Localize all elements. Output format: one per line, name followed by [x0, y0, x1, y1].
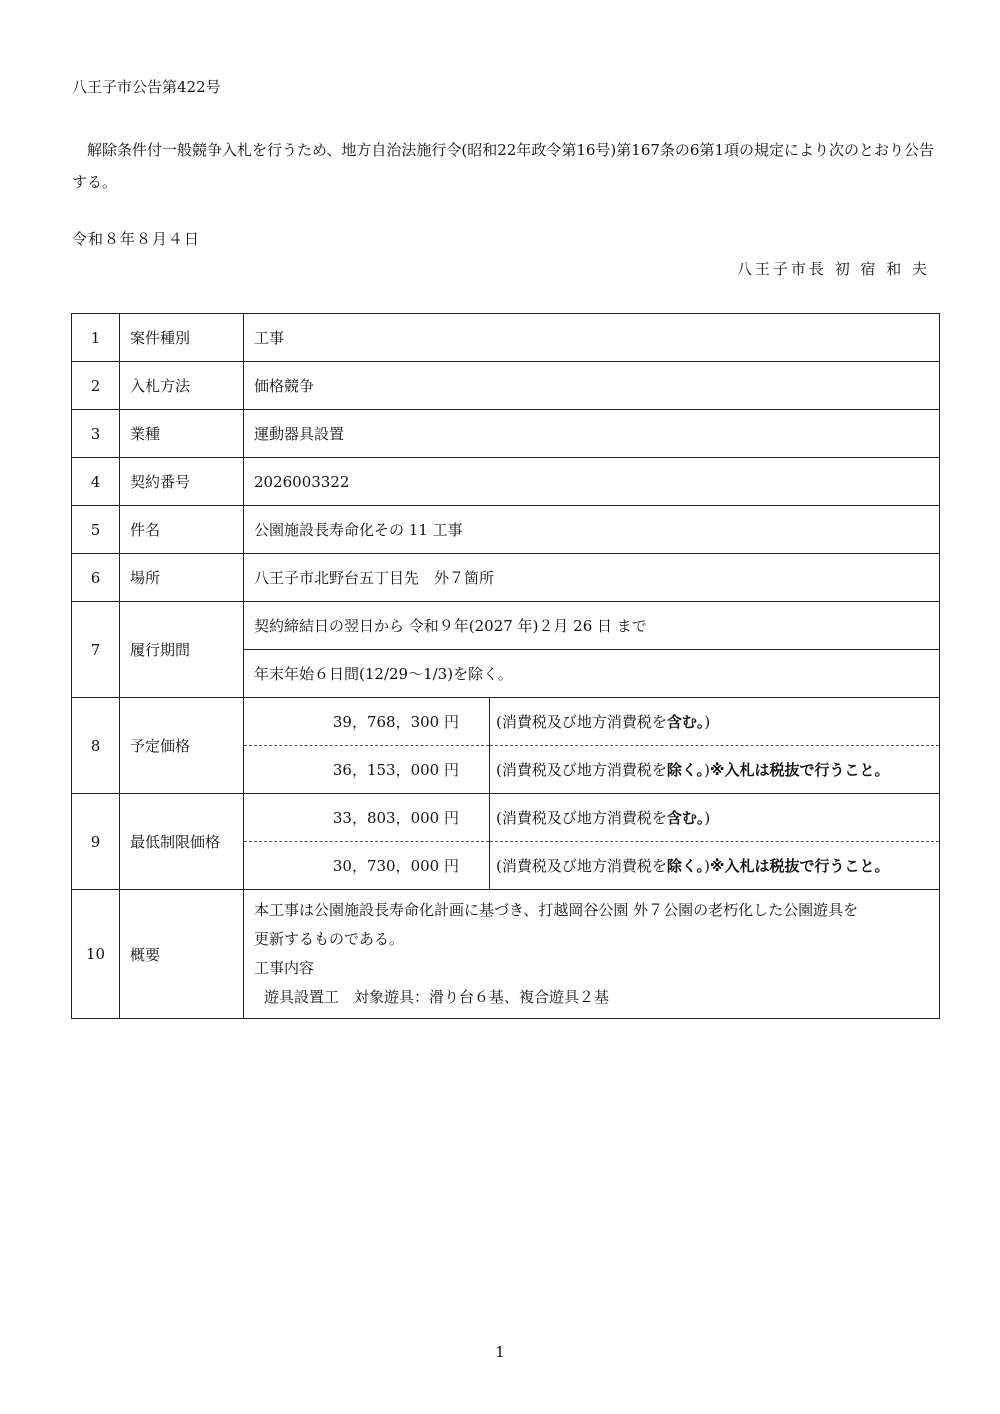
- row-label: 場所: [120, 554, 244, 602]
- row-number: 4: [72, 458, 120, 506]
- row-number: 9: [72, 794, 120, 890]
- table-row: [72, 890, 940, 1019]
- table-row: [72, 458, 940, 506]
- row-label: 最低制限価格: [120, 794, 244, 890]
- page-number: 1: [495, 1343, 505, 1361]
- row-number: 10: [72, 890, 120, 1019]
- table-row: [72, 410, 940, 458]
- table-row: [72, 314, 940, 362]
- table-row: [72, 794, 940, 842]
- table-row: [72, 698, 940, 746]
- notice-table: [71, 313, 940, 1019]
- row-label: 予定価格: [120, 698, 244, 794]
- row-value: 工事: [244, 314, 940, 362]
- period-exclusion: 年末年始６日間(12/29～1/3)を除く。: [244, 650, 940, 698]
- tax-note-incl: (消費税及び地方消費税を含む。): [490, 698, 940, 746]
- row-value: 八王子市北野台五丁目先 外７箇所: [244, 554, 940, 602]
- row-value: 価格競争: [244, 362, 940, 410]
- row-label: 入札方法: [120, 362, 244, 410]
- tax-note-excl: (消費税及び地方消費税を除く。)※入札は税抜で行うこと。: [490, 842, 940, 890]
- price-excl-tax: 30，730，000 円: [244, 842, 490, 890]
- row-label: 件名: [120, 506, 244, 554]
- row-label: 案件種別: [120, 314, 244, 362]
- row-value: 2026003322: [244, 458, 940, 506]
- table-row: [72, 362, 940, 410]
- notice-date: 令和８年８月４日: [72, 230, 201, 248]
- overview-text: [244, 890, 940, 1019]
- row-number: 2: [72, 362, 120, 410]
- tax-note-incl: (消費税及び地方消費税を含む。): [490, 794, 940, 842]
- row-label: 業種: [120, 410, 244, 458]
- row-number: 1: [72, 314, 120, 362]
- row-number: 3: [72, 410, 120, 458]
- row-label: 概要: [120, 890, 244, 1019]
- period-line: 契約締結日の翌日から 令和９年(2027 年)２月 26 日 まで: [244, 602, 940, 650]
- price-incl-tax: 39，768，300 円: [244, 698, 490, 746]
- row-label: 履行期間: [120, 602, 244, 698]
- price-incl-tax: 33，803，000 円: [244, 794, 490, 842]
- notice-number: 八王子市公告第422号: [72, 78, 221, 96]
- mayor-signature: 八王子市長 初 宿 和 夫: [736, 260, 930, 278]
- row-number: 8: [72, 698, 120, 794]
- row-number: 5: [72, 506, 120, 554]
- row-value: 公園施設長寿命化その 11 工事: [244, 506, 940, 554]
- row-number: 6: [72, 554, 120, 602]
- price-excl-tax: 36，153，000 円: [244, 746, 490, 794]
- table-row: [72, 602, 940, 650]
- table-row: [72, 554, 940, 602]
- row-label: 契約番号: [120, 458, 244, 506]
- row-number: 7: [72, 602, 120, 698]
- table-row: [72, 506, 940, 554]
- overview-line: 遊具設置工 対象遊具：滑り台６基、複合遊具２基: [264, 988, 610, 1006]
- tax-note-excl: (消費税及び地方消費税を除く。)※入札は税抜で行うこと。: [490, 746, 940, 794]
- overview-line: 本工事は公園施設長寿命化計画に基づき、打越岡谷公園 外７公園の老朽化した公園遊具を: [254, 901, 859, 919]
- row-value: 運動器具設置: [244, 410, 940, 458]
- intro-paragraph: 解除条件付一般競争入札を行うため、地方自治法施行令(昭和22年政令第16号)第167条の6第1項の規定により次のとおり公告する。: [72, 141, 935, 191]
- overview-line: 工事内容: [254, 959, 315, 977]
- overview-line: 更新するものである。: [254, 930, 405, 948]
